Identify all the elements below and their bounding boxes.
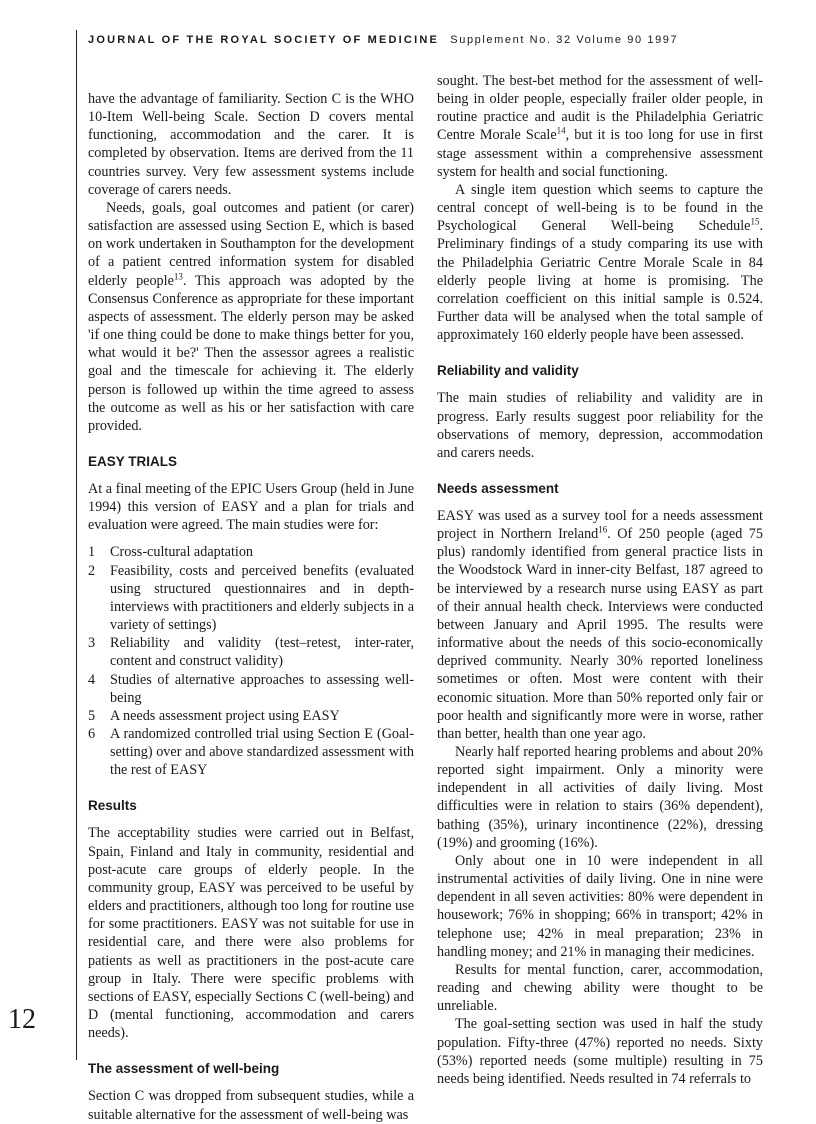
journal-title: JOURNAL OF THE ROYAL SOCIETY OF MEDICINE	[88, 34, 440, 46]
paragraph: Only about one in 10 were independent in all instrumental activities of daily living. One in nine were dependent in all seven activities: 80% were dependent in housework; 76% in shopping; 66% in transport; 42% in telephone use; 42% in meal preparation; 23% in handling money; and 21% in managing their medicines.	[437, 852, 763, 960]
list-item: 5 A needs assessment project using EASY	[88, 707, 340, 724]
citation: 15	[750, 216, 760, 227]
right-column	[437, 72, 763, 1088]
section-heading-easy-trials: EASY TRIALS	[88, 453, 178, 469]
studies-list	[88, 543, 414, 779]
text-run: sought. The best-bet method for the assessment of well-being in older people, especially frailer older people, in routine practice and audit is the Philadelphia Geriatric Centre Morale Scale	[437, 73, 763, 144]
paragraph: Results for mental function, carer, accommodation, reading and chewing ability were thought to be unreliable.	[437, 961, 763, 1015]
text-run: A single item question which seems to capture the central concept of well-being is to be found in the Psychological General Well-being Schedule	[437, 181, 763, 235]
paragraph: The acceptability studies were carried out in Belfast, Spain, Finland and Italy in community, residential and post-acute care groups of elderly people. In the community group, EASY was perceived to be useful by elders and practitioners, although too long for routine use for some practitioners. EASY was not suitable for use in residential care, and there were also problems for patients as well as practitioners in the post-acute care group in Italy. There were specific problems with sections of EASY, especially Sections C (well-being) and D (mental functioning, accommodation and carers needs).	[88, 825, 414, 1042]
section-heading-well-being: The assessment of well-being	[88, 1061, 280, 1077]
text-run: , but it is too long for use in first stage assessment within a comprehensive assessment system for health and social functioning.	[437, 127, 763, 180]
paragraph	[437, 507, 763, 743]
page-number: 12	[8, 1004, 36, 1035]
paragraph	[437, 72, 763, 181]
paragraph: have the advantage of familiarity. Section C is the WHO 10-Item Well-being Scale. Section D covers mental functioning, accommodation and the carer. It is completed by observation. Items are derived from the 11 countries survey. Very few assessment systems include coverage of carers needs.	[88, 91, 414, 198]
section-heading-reliability: Reliability and validity	[437, 363, 579, 379]
paragraph: Nearly half reported hearing problems and about 20% reported sight impairment. Only a minority were independent in all activities of daily living. Most difficulties were in relation to stairs (36% dependent), bathing (35%), urinary incontinence (22%), dressing (19%) and grooming (16%).	[437, 744, 763, 851]
paragraph: The goal-setting section was used in half the study population. Fifty-three (47%) reported no needs. Sixty (53%) reported needs (some multiple) resulting in 75 needs being identified. Needs resulted in 74 referrals to	[437, 1016, 763, 1087]
list-item: 4 Studies of alternative approaches to assessing well-being	[88, 671, 414, 706]
text-run: Needs, goals, goal outcomes and patient (or carer) satisfaction are assessed using Section E, which is based on work undertaken in Southampton for the development of a patient centred information system for disabled elderly people	[88, 199, 414, 289]
citation: 13	[173, 270, 183, 281]
section-heading-needs: Needs assessment	[437, 480, 559, 496]
citation: 14	[556, 125, 566, 136]
list-item: 6 A randomized controlled trial using Section E (Goal-setting) over and above standardized assessment with the rest of EASY	[88, 726, 414, 779]
text-run: . This approach was adopted by the Consensus Conference as appropriate for these important aspects of assessment. The elderly person may be asked 'if one thing could be done to make things better for you, what would it be?' Then the assessor agrees a realistic goal and the timescale for achieving it. The elderly person is followed up within the time agreed to assess the outcome as well as his or her satisfaction with care provided.	[88, 272, 414, 434]
left-column	[88, 90, 414, 1124]
paragraph	[88, 199, 414, 435]
paragraph: Section C was dropped from subsequent studies, while a suitable alternative for the assessment of well-being was	[88, 1088, 414, 1123]
section-heading-results: Results	[88, 798, 137, 814]
text-run: . Preliminary findings of a study comparing its use with the Philadelphia Geriatric Centre Morale Scale in 84 elderly people living at home is promising. The correlation coefficient on this initial sample is 0.524. Further data will be analysed when the total sample of approximately 160 elderly people have been assessed.	[437, 218, 763, 344]
paragraph: At a final meeting of the EPIC Users Group (held in June 1994) this version of EASY and a plan for trials and evaluation were agreed. The main studies were for:	[88, 480, 414, 534]
text-run: . Of 250 people (aged 75 plus) randomly identified from general practice lists in the Woodstock Ward in inner-city Belfast, 187 agreed to be interviewed by a research nurse using EASY as part of their annual health check. Interviews were conducted between January and April 1995. The results were informative about the needs of this socio-economically deprived community. Nearly 30% reported loneliness sometimes or often. Most were content with their economic situation. More than 50% reported only fair or poor health and significantly more were in worse, rather than better, health than one year ago.	[437, 526, 763, 742]
running-header	[88, 34, 788, 46]
citation: 16	[598, 524, 608, 535]
supplement-info: Supplement No. 32 Volume 90 1997	[450, 34, 679, 46]
list-item: 3 Reliability and validity (test–retest, inter-rater, content and construct validity)	[88, 635, 414, 670]
paragraph: The main studies of reliability and validity are in progress. Early results suggest poor reliability for the observations of memory, depression, accommodation and carers needs.	[437, 390, 763, 461]
margin-rule	[76, 30, 77, 1060]
list-item: 1 Cross-cultural adaptation	[88, 544, 254, 561]
text-run: EASY was used as a survey tool for a needs assessment project in Northern Ireland	[437, 507, 763, 543]
list-item: 2 Feasibility, costs and perceived benefits (evaluated using structured questionnaires and in depth-interviews with practitioners and elderly subjects in a variety of settings)	[88, 562, 414, 634]
paragraph	[437, 181, 763, 344]
